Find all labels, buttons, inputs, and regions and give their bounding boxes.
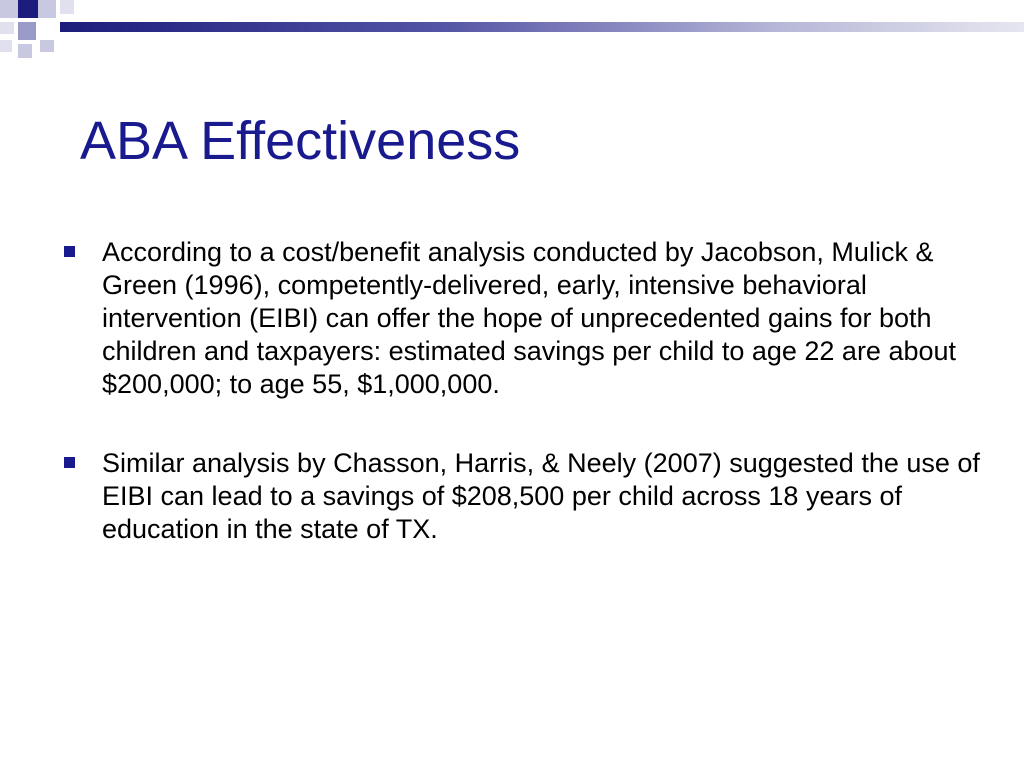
square-bullet-icon	[64, 457, 75, 468]
bullet-text: According to a cost/benefit analysis conducted by Jacobson, Mulick & Green (1996), competently-delivered, early, intensive behavioral intervention (EIBI) can offer the hope of unprecedented gains for both children and taxpayers: estimated savings per child to age 22 are about $200,000; to age 55, $1,000,000.	[102, 237, 957, 399]
bullet-item	[62, 236, 982, 401]
decor-square	[38, 0, 56, 18]
decor-square	[0, 0, 18, 18]
slide-title: ABA Effectiveness	[80, 111, 521, 171]
square-bullet-icon	[64, 246, 75, 257]
bullet-list	[62, 236, 982, 592]
decor-square	[60, 0, 74, 14]
decor-square	[18, 22, 36, 40]
bullet-text: Similar analysis by Chasson, Harris, & Neely (2007) suggested the use of EIBI can lead to a savings of $208,500 per child across 18 years of education in the state of TX.	[102, 448, 980, 544]
decor-square	[0, 22, 14, 34]
decor-square	[38, 18, 58, 40]
decor-square	[18, 0, 38, 18]
header-decoration	[0, 0, 1024, 70]
bullet-item	[62, 447, 982, 546]
decor-square	[40, 40, 54, 52]
decor-square	[18, 44, 32, 58]
header-gradient-bar	[60, 22, 1024, 32]
decor-square	[0, 40, 12, 52]
